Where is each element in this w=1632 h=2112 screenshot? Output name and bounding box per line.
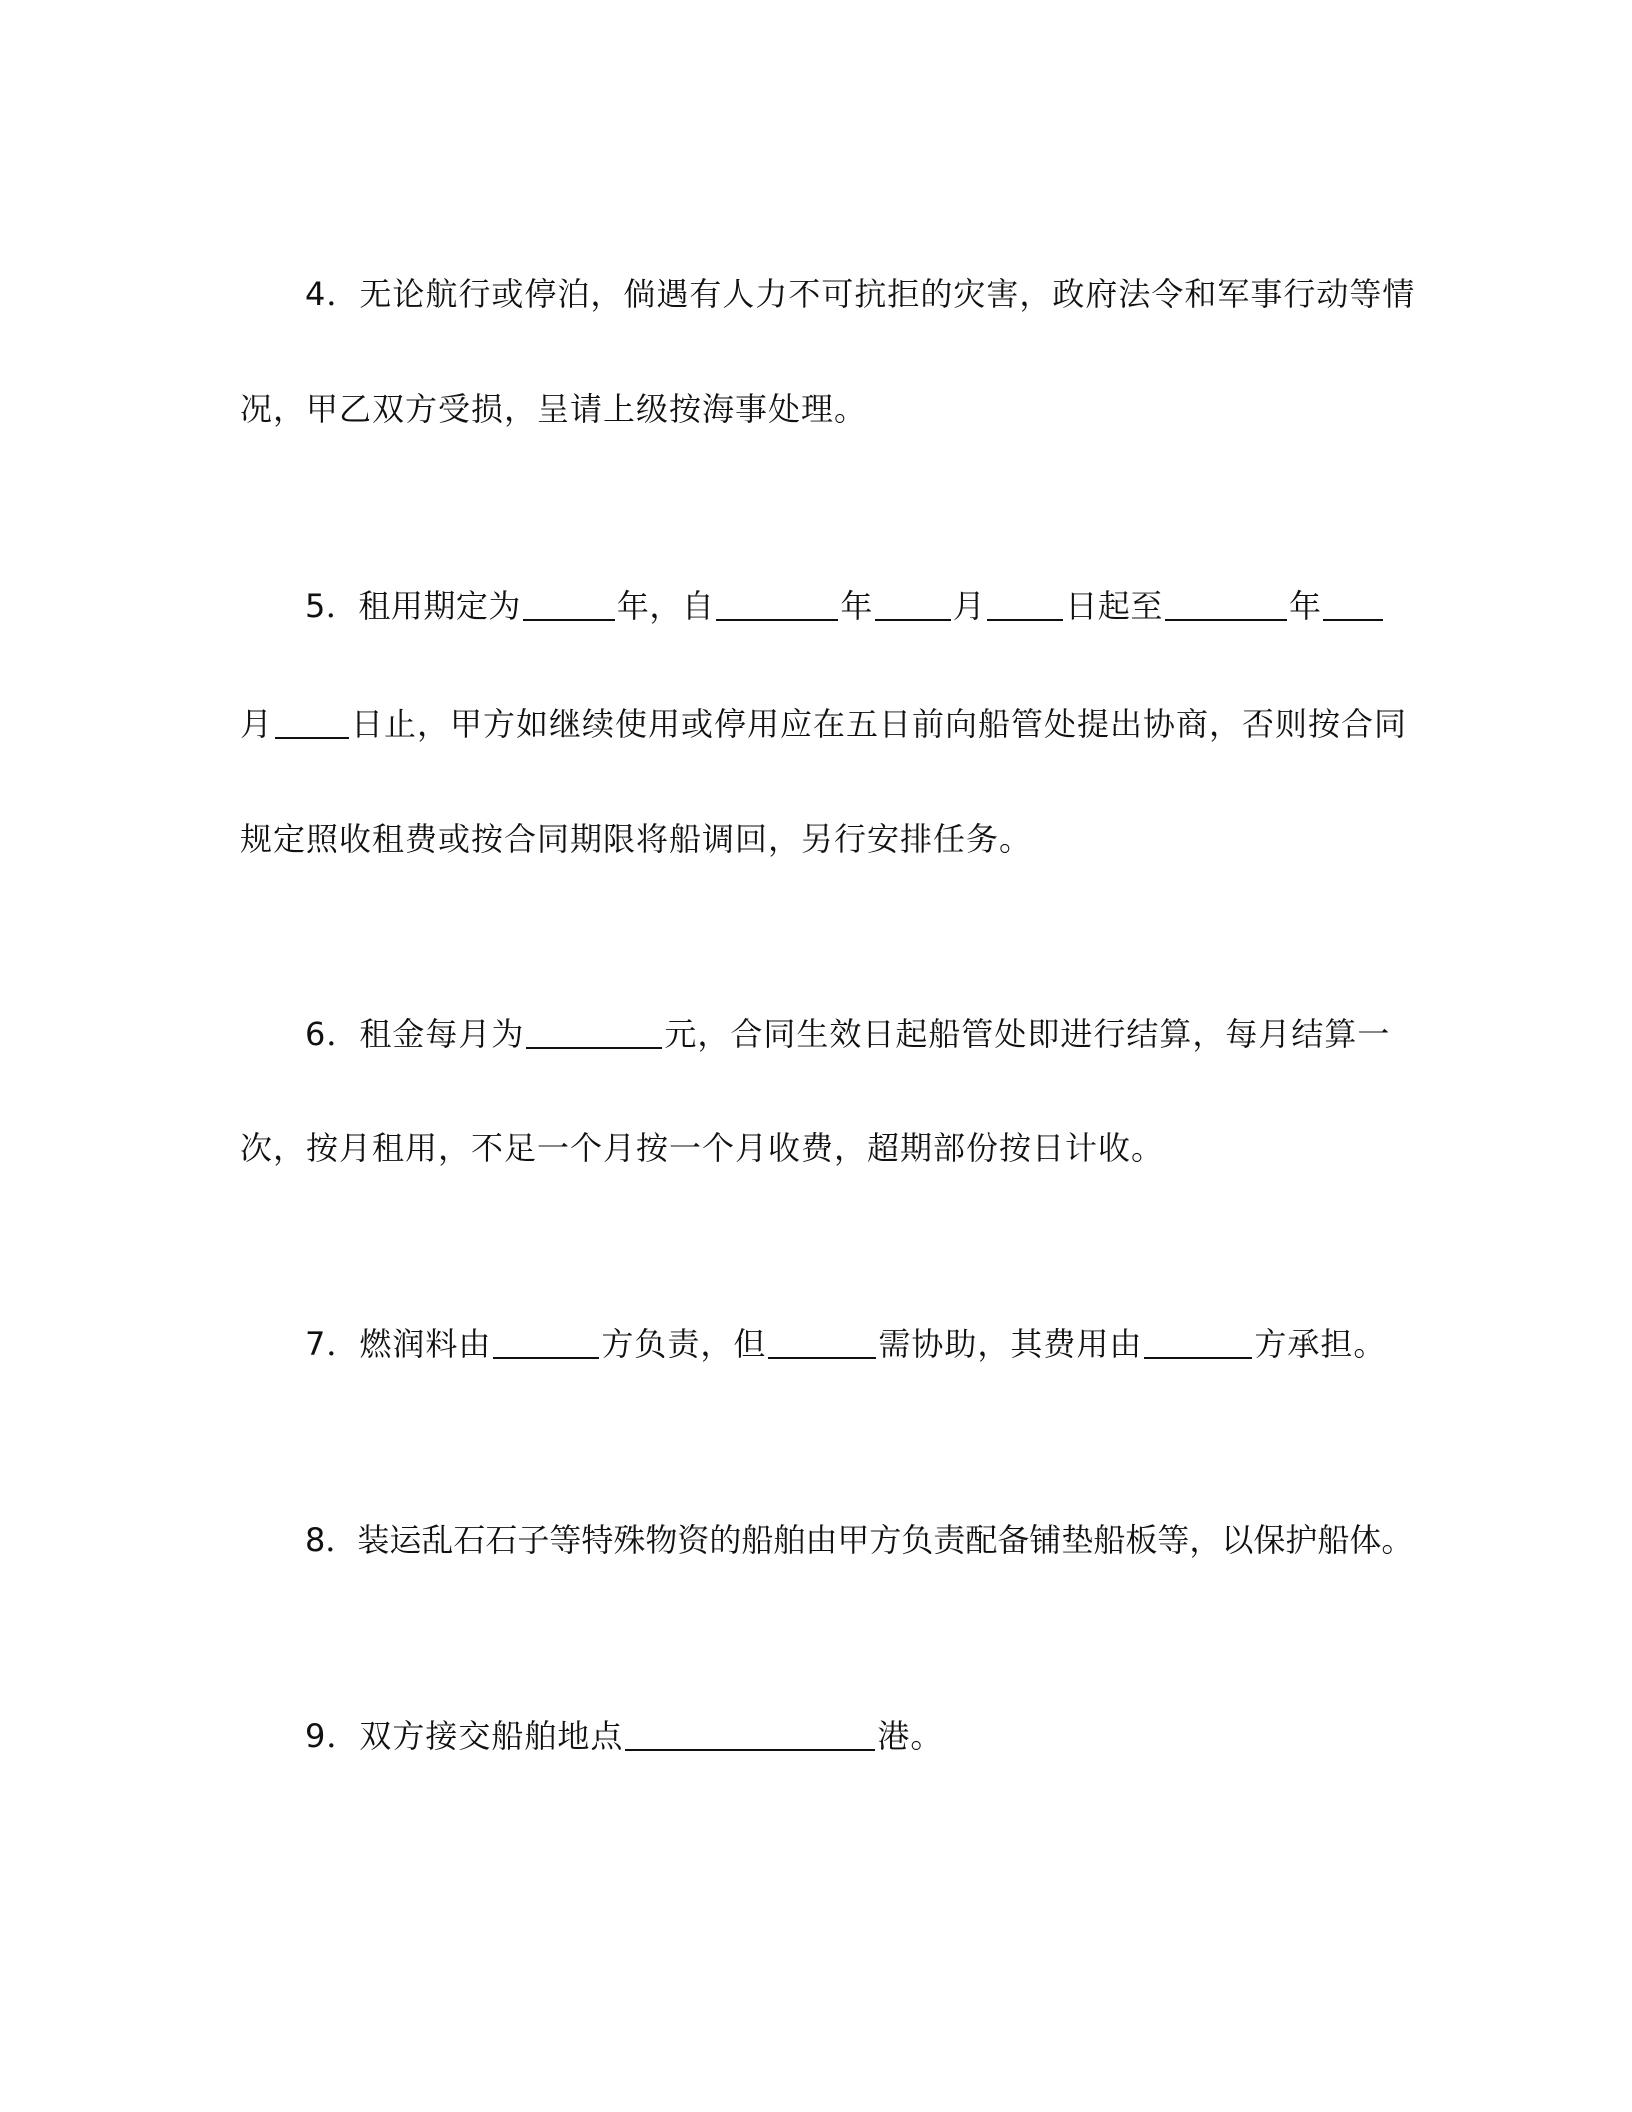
handover-port-blank[interactable]: [625, 1715, 875, 1751]
clause-5-text-h: 日止，甲方如继续使用或停用应在五日前向船管处提出协商，否则按合同: [351, 705, 1408, 743]
clause-5-text-e: 日起至: [1065, 587, 1163, 625]
clause-6-line-1: [305, 1010, 1390, 1058]
cost-bearing-party-blank[interactable]: [1144, 1323, 1252, 1359]
start-day-blank[interactable]: [987, 585, 1063, 621]
clause-5-line-1: [305, 582, 1385, 630]
clause-4-line-1: [305, 270, 1415, 318]
clause-7-text-d: 方承担。: [1254, 1325, 1387, 1363]
start-month-blank[interactable]: [875, 585, 951, 621]
clause-9-text-a: 9．双方接交船舶地点: [305, 1717, 624, 1755]
end-month-blank-part[interactable]: [1323, 585, 1383, 621]
clause-5-line-2: [240, 700, 1407, 748]
clause-5-text-b: 年，自: [616, 587, 715, 625]
clause-7-text-c: 需协助，其费用由: [878, 1325, 1143, 1363]
clause-5-text-i: 规定照收租费或按合同期限将船调回，另行安排任务。: [240, 820, 1033, 858]
clause-4-text-1: 4．无论航行或停泊，倘遇有人力不可抗拒的灾害，政府法令和军事行动等情: [305, 275, 1416, 313]
clause-8-text: 8．装运乱石石子等特殊物资的船舶由甲方负责配备铺垫船板等，以保护船体。: [305, 1521, 1414, 1559]
clause-6-line-2: [240, 1124, 1164, 1172]
clause-4-line-2: [240, 385, 867, 433]
monthly-rent-blank[interactable]: [526, 1013, 662, 1049]
assisting-party-blank[interactable]: [768, 1323, 876, 1359]
clause-5-text-d: 月: [952, 587, 986, 625]
clause-7-text-a: 7．燃润料由: [305, 1325, 492, 1363]
clause-6-text-c: 次，按月租用，不足一个月按一个月收费，超期部份按日计收。: [240, 1129, 1165, 1167]
clause-7-text-b: 方负责，但: [601, 1325, 767, 1363]
clause-5-text-a: 5．租用期定为: [305, 587, 521, 625]
end-day-blank[interactable]: [275, 703, 349, 739]
fuel-responsible-party-blank[interactable]: [493, 1323, 599, 1359]
clause-4-text-2: 况，甲乙双方受损，呈请上级按海事处理。: [240, 390, 868, 428]
clause-9-line-1: [305, 1712, 943, 1760]
lease-years-blank[interactable]: [523, 585, 615, 621]
clause-6-text-a: 6．租金每月为: [305, 1015, 525, 1053]
clause-5-line-3: [240, 815, 1032, 863]
clause-8-line-1: [305, 1516, 1413, 1564]
start-year-blank[interactable]: [716, 585, 838, 621]
clause-7-line-1: [305, 1320, 1386, 1368]
clause-5-text-f: 年: [1288, 587, 1322, 625]
clause-6-text-b: 元，合同生效日起船管处即进行结算，每月结算一: [664, 1015, 1391, 1053]
clause-5-text-c: 年: [840, 587, 873, 625]
end-year-blank[interactable]: [1165, 585, 1287, 621]
clause-9-text-b: 港。: [877, 1717, 944, 1755]
clause-5-text-g: 月: [240, 705, 274, 743]
